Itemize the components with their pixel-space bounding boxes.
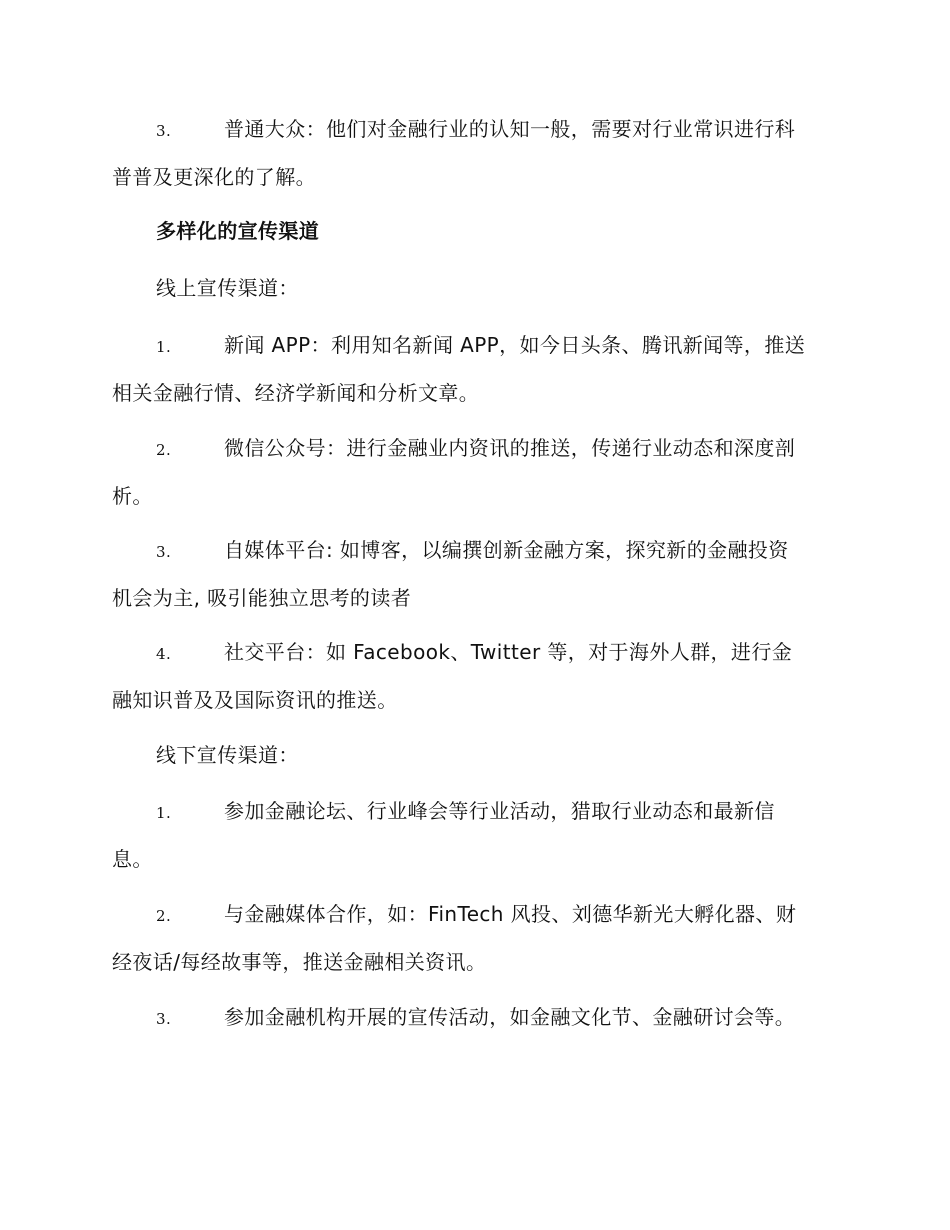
list-item-continuation: 经夜话/每经故事等，推送金融相关资讯。 xyxy=(112,950,487,974)
list-number: 2. xyxy=(156,441,172,459)
list-item-online-2 xyxy=(112,425,842,519)
list-item-offline-1 xyxy=(112,788,842,882)
list-item-audience-3 xyxy=(112,106,842,200)
list-item-offline-2 xyxy=(112,891,842,985)
list-item-continuation: 融知识普及及国际资讯的推送。 xyxy=(112,688,398,712)
list-item-line1 xyxy=(112,629,842,677)
list-number: 1. xyxy=(156,804,172,822)
list-item-text: 新闻 APP：利用知名新闻 APP，如今日头条、腾讯新闻等，推送 xyxy=(224,333,806,357)
list-item-online-1 xyxy=(112,322,842,416)
list-item-line1 xyxy=(112,994,842,1042)
list-item-continuation: 普普及更深化的了解。 xyxy=(112,165,316,189)
list-item-text: 普通大众：他们对金融行业的认知一般，需要对行业常识进行科 xyxy=(224,117,796,141)
list-item-text: 与金融媒体合作，如：FinTech 风投、刘德华新光大孵化器、财 xyxy=(224,902,797,926)
list-number: 4. xyxy=(156,645,172,663)
list-number: 2. xyxy=(156,907,172,925)
list-number: 1. xyxy=(156,338,172,356)
list-item-line1 xyxy=(112,891,842,939)
list-item-online-4 xyxy=(112,629,842,723)
list-item-continuation: 机会为主, 吸引能独立思考的读者 xyxy=(112,586,412,610)
list-number: 3. xyxy=(156,1010,172,1028)
list-item-text: 社交平台：如 Facebook、Twitter 等，对于海外人群，进行金 xyxy=(224,640,793,664)
list-item-line1 xyxy=(112,322,842,370)
list-item-continuation: 息。 xyxy=(112,847,153,871)
list-item-continuation: 相关金融行情、经济学新闻和分析文章。 xyxy=(112,381,480,405)
list-item-offline-3 xyxy=(112,994,842,1042)
list-item-line1 xyxy=(112,527,842,575)
list-item-line1 xyxy=(112,425,842,473)
list-item-text: 微信公众号：进行金融业内资讯的推送，传递行业动态和深度剖 xyxy=(224,436,796,460)
section-heading: 多样化的宣传渠道 xyxy=(156,219,320,243)
list-item-continuation: 析。 xyxy=(112,484,153,508)
list-item-text: 参加金融机构开展的宣传活动，如金融文化节、金融研讨会等。 xyxy=(224,1005,796,1029)
list-item-text: 参加金融论坛、行业峰会等行业活动，猎取行业动态和最新信 xyxy=(224,799,775,823)
list-item-online-3 xyxy=(112,527,842,621)
list-item-line1 xyxy=(112,788,842,836)
list-item-text: 自媒体平台: 如博客，以编撰创新金融方案，探究新的金融投资 xyxy=(224,538,789,562)
offline-channels-label: 线下宣传渠道： xyxy=(156,743,299,767)
list-number: 3. xyxy=(156,543,172,561)
online-channels-label: 线上宣传渠道： xyxy=(156,276,299,300)
list-number: 3. xyxy=(156,122,172,140)
list-item-line1 xyxy=(112,106,842,154)
